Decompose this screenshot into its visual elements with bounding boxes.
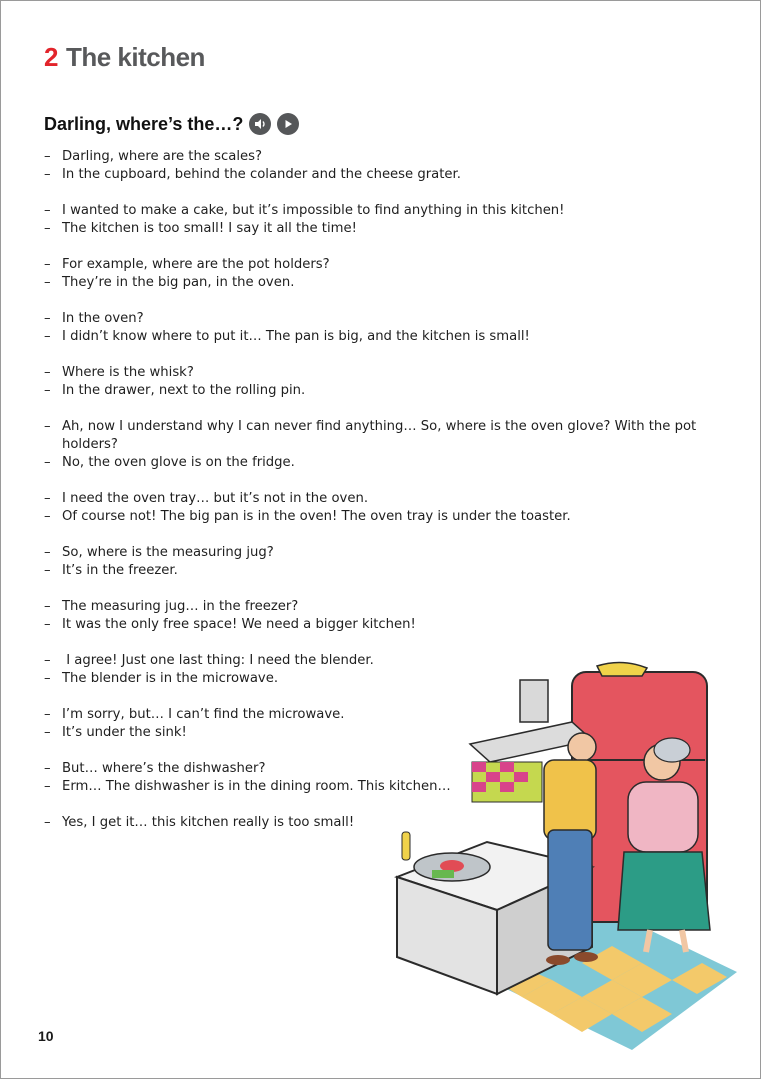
dialogue-text: Erm… The dishwasher is in the dining room. This kitchen… <box>62 779 451 794</box>
dialogue-text: The measuring jug… in the freezer? <box>62 599 299 614</box>
chapter-title: The kitchen <box>65 42 205 72</box>
chapter-number: 2 <box>44 42 58 72</box>
dialogue-text: So, where is the measuring jug? <box>62 545 274 560</box>
dialogue-text: In the drawer, next to the rolling pin. <box>62 383 306 398</box>
dialogue-text: It’s under the sink! <box>62 725 187 740</box>
dialogue-exchange <box>44 148 724 184</box>
speaker-icon <box>253 117 267 131</box>
dialogue-dash: – <box>44 707 51 722</box>
audio-speaker-button[interactable] <box>249 113 271 135</box>
dialogue-text: Of course not! The big pan is in the oven! The oven tray is under the toaster. <box>62 509 571 524</box>
dialogue-line <box>44 490 724 508</box>
dialogue-exchange <box>44 598 724 634</box>
dialogue-dash: – <box>44 563 51 578</box>
dialogue-dash: – <box>44 725 51 740</box>
dialogue-dash: – <box>44 383 51 398</box>
dialogue-exchange <box>44 256 724 292</box>
dialogue-line <box>44 544 724 562</box>
dialogue-line <box>44 274 724 292</box>
dialogue-exchange <box>44 544 724 580</box>
dialogue-dash: – <box>44 419 51 434</box>
dialogue-text: For example, where are the pot holders? <box>62 257 330 272</box>
dialogue-dash: – <box>44 257 51 272</box>
dialogue-exchange <box>44 202 724 238</box>
dialogue-line <box>44 166 724 184</box>
dialogue-text: It’s in the freezer. <box>62 563 178 578</box>
dialogue-exchange <box>44 364 724 400</box>
dialogue-line <box>44 202 724 220</box>
dialogue-dash: – <box>44 455 51 470</box>
dialogue-text: In the oven? <box>62 311 144 326</box>
dialogue-dash: – <box>44 365 51 380</box>
dialogue-line <box>44 382 724 400</box>
chapter-heading <box>44 42 205 73</box>
dialogue-dash: – <box>44 761 51 776</box>
dialogue-dash: – <box>44 779 51 794</box>
dialogue-line <box>44 148 724 166</box>
dialogue-exchange <box>44 310 724 346</box>
dialogue-dash: – <box>44 671 51 686</box>
dialogue-exchange <box>44 490 724 526</box>
wall-tiles <box>472 762 542 802</box>
dialogue-text: The blender is in the microwave. <box>62 671 279 686</box>
dialogue-line <box>44 562 724 580</box>
dialogue-dash: – <box>44 221 51 236</box>
dialogue-dash: – <box>44 491 51 506</box>
dialogue-text: They’re in the big pan, in the oven. <box>62 275 295 290</box>
dialogue-text: No, the oven glove is on the fridge. <box>62 455 295 470</box>
dialogue-line <box>44 328 724 346</box>
section-title: Darling, where’s the…? <box>44 113 244 134</box>
dialogue-exchange <box>44 418 724 472</box>
dialogue-text: Where is the whisk? <box>62 365 194 380</box>
dialogue-text: Yes, I get it… this kitchen really is too small! <box>62 815 355 830</box>
dialogue-text: I agree! Just one last thing: I need the blender. <box>62 653 374 668</box>
dialogue-dash: – <box>44 653 51 668</box>
kitchen-illustration <box>392 652 742 1057</box>
dialogue-text: I didn’t know where to put it… The pan is big, and the kitchen is small! <box>62 329 530 344</box>
dialogue-text: I wanted to make a cake, but it’s impossible to find anything in this kitchen! <box>62 203 565 218</box>
dialogue-line <box>44 418 724 454</box>
dialogue-text: Ah, now I understand why I can never find anything… So, where is the oven glove? With the pot holders? <box>62 419 701 452</box>
dialogue-text: I’m sorry, but… I can’t find the microwave. <box>62 707 345 722</box>
audio-play-button[interactable] <box>277 113 299 135</box>
dialogue-dash: – <box>44 329 51 344</box>
dialogue-text: In the cupboard, behind the colander and the cheese grater. <box>62 167 461 182</box>
dialogue-line <box>44 598 724 616</box>
dialogue-text: I need the oven tray… but it’s not in the oven. <box>62 491 369 506</box>
dialogue-dash: – <box>44 167 51 182</box>
dialogue-line <box>44 454 724 472</box>
section-heading <box>44 113 299 135</box>
dialogue-dash: – <box>44 599 51 614</box>
dialogue-line <box>44 256 724 274</box>
dialogue-line <box>44 508 724 526</box>
dialogue-line <box>44 364 724 382</box>
dialogue-dash: – <box>44 311 51 326</box>
dialogue-text: Darling, where are the scales? <box>62 149 262 164</box>
dialogue-line <box>44 310 724 328</box>
dialogue-text: It was the only free space! We need a bigger kitchen! <box>62 617 416 632</box>
man-figure <box>544 733 598 965</box>
dialogue-dash: – <box>44 509 51 524</box>
dialogue-line <box>44 616 724 634</box>
dialogue-text: The kitchen is too small! I say it all the time! <box>62 221 357 236</box>
dialogue-dash: – <box>44 617 51 632</box>
dialogue-line <box>44 220 724 238</box>
dialogue-text: But… where’s the dishwasher? <box>62 761 266 776</box>
dialogue-dash: – <box>44 203 51 218</box>
page-number: 10 <box>38 1028 54 1044</box>
dialogue-dash: – <box>44 149 51 164</box>
dialogue-dash: – <box>44 815 51 830</box>
dialogue-dash: – <box>44 275 51 290</box>
play-icon <box>282 118 294 130</box>
dialogue-dash: – <box>44 545 51 560</box>
